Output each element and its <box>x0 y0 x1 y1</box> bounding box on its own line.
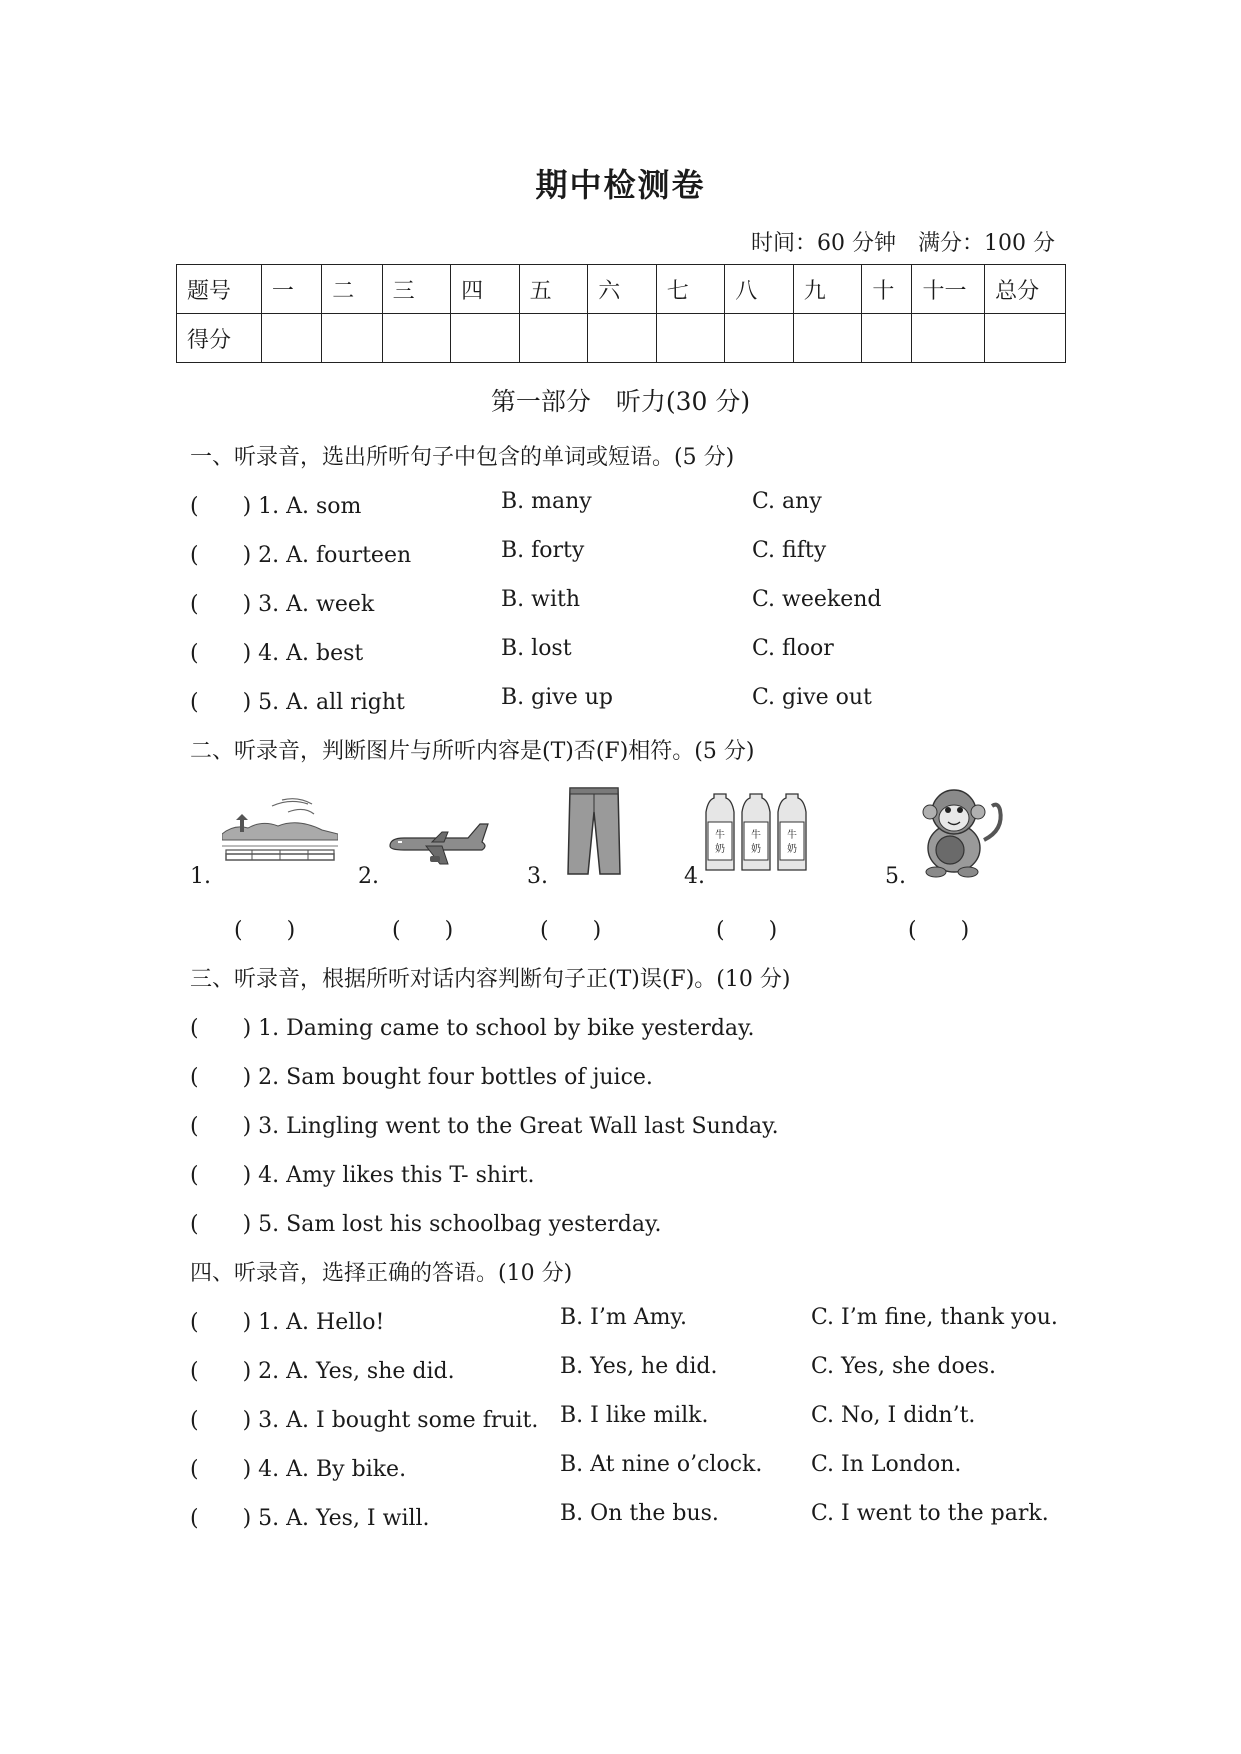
score-table <box>176 264 1066 363</box>
score-cell-header: 九 <box>793 265 862 314</box>
sec4-item-1-stem: ( ) 1. A. Hello! <box>190 1310 385 1335</box>
sec4-item-4-option-b: B. At nine o’clock. <box>560 1452 763 1477</box>
sec1-item-5-option-b: B. give up <box>501 685 613 710</box>
score-blank-cell <box>261 314 321 363</box>
sec4-heading: 四、听录音，选择正确的答语。(10 分) <box>190 1261 573 1286</box>
score-blank-cell <box>985 314 1066 363</box>
score-blank-cell <box>322 314 382 363</box>
part1-title: 第一部分 听力(30 分) <box>490 387 751 416</box>
time-and-score-info: 时间：60 分钟 满分：100 分 <box>751 231 1055 256</box>
sec4-item-4-option-c: C. In London. <box>811 1452 962 1477</box>
sec4-item-5-stem: ( ) 5. A. Yes, I will. <box>190 1506 430 1531</box>
sec4-item-3-option-c: C. No, I didn’t. <box>811 1403 976 1428</box>
sec2-label-2: 2. <box>358 864 379 889</box>
sec2-answer-blank-2[interactable]: ( ) <box>392 918 454 943</box>
sec1-item-2-stem: ( ) 2. A. fourteen <box>190 543 412 568</box>
bottle-label-3-char-2: 奶 <box>787 844 797 855</box>
sec1-item-4-option-c: C. floor <box>752 636 834 661</box>
score-blank-cell <box>382 314 451 363</box>
sec2-answer-blank-1[interactable]: ( ) <box>234 918 296 943</box>
sec4-item-3-option-b: B. I like milk. <box>560 1403 709 1428</box>
score-blank-cell <box>793 314 862 363</box>
score-row-label: 得分 <box>177 314 262 363</box>
sec3-item-4: ( ) 4. Amy likes this T- shirt. <box>190 1163 535 1188</box>
monkey-icon <box>910 784 1010 880</box>
sec4-item-5-option-c: C. I went to the park. <box>811 1501 1049 1526</box>
score-blank-cell <box>451 314 520 363</box>
score-cell-header: 一 <box>261 265 321 314</box>
bottle-label-1-char-1: 牛 <box>715 830 725 841</box>
score-blank-cell <box>656 314 725 363</box>
sec3-item-5: ( ) 5. Sam lost his schoolbag yesterday. <box>190 1212 662 1237</box>
sec1-item-4-option-b: B. lost <box>501 636 572 661</box>
sec1-heading: 一、听录音，选出所听句子中包含的单词或短语。(5 分) <box>190 445 735 470</box>
score-cell-header: 四 <box>451 265 520 314</box>
score-blank-cell <box>862 314 912 363</box>
score-cell-header: 题号 <box>177 265 262 314</box>
bottle-label-2-char-2: 奶 <box>751 844 761 855</box>
sec1-item-1-option-b: B. many <box>501 489 592 514</box>
score-table-score-row <box>177 314 1066 363</box>
sec4-item-2-option-c: C. Yes, she does. <box>811 1354 997 1379</box>
score-table-header-row <box>177 265 1066 314</box>
sec1-item-5-option-c: C. give out <box>752 685 872 710</box>
score-blank-cell <box>912 314 985 363</box>
sec4-item-2-option-b: B. Yes, he did. <box>560 1354 718 1379</box>
sec1-item-4-stem: ( ) 4. A. best <box>190 641 364 666</box>
sec1-item-5-stem: ( ) 5. A. all right <box>190 690 405 715</box>
score-cell-header: 十 <box>862 265 912 314</box>
sec2-label-1: 1. <box>190 864 211 889</box>
score-cell-header: 五 <box>519 265 588 314</box>
sec2-label-4: 4. <box>684 864 705 889</box>
bottle-label-2-char-1: 牛 <box>751 830 761 841</box>
sec4-item-4-stem: ( ) 4. A. By bike. <box>190 1457 407 1482</box>
bottle-label-1-char-2: 奶 <box>715 844 725 855</box>
sec1-item-1-stem: ( ) 1. A. som <box>190 494 362 519</box>
score-cell-header: 十一 <box>912 265 985 314</box>
milk-bottles-icon <box>700 792 812 874</box>
sec4-item-1-option-c: C. I’m fine, thank you. <box>811 1305 1058 1330</box>
bottle-label-3-char-1: 牛 <box>787 830 797 841</box>
sec4-item-3-stem: ( ) 3. A. I bought some fruit. <box>190 1408 539 1433</box>
sec1-item-3-option-b: B. with <box>501 587 581 612</box>
score-cell-header: 三 <box>382 265 451 314</box>
score-cell-header: 六 <box>588 265 657 314</box>
sec1-item-3-option-c: C. weekend <box>752 587 882 612</box>
sec4-item-1-option-b: B. I’m Amy. <box>560 1305 687 1330</box>
sec2-answer-blank-3[interactable]: ( ) <box>540 918 602 943</box>
score-blank-cell <box>519 314 588 363</box>
airplane-icon <box>386 816 492 872</box>
score-blank-cell <box>725 314 794 363</box>
sec4-item-5-option-b: B. On the bus. <box>560 1501 719 1526</box>
sec2-answer-blank-5[interactable]: ( ) <box>908 918 970 943</box>
page-title: 期中检测卷 <box>535 166 706 204</box>
sec3-item-1: ( ) 1. Daming came to school by bike yesterday. <box>190 1016 755 1041</box>
sec2-answer-blank-4[interactable]: ( ) <box>716 918 778 943</box>
sec1-item-2-option-c: C. fifty <box>752 538 827 563</box>
sec3-item-2: ( ) 2. Sam bought four bottles of juice. <box>190 1065 653 1090</box>
sec3-item-3: ( ) 3. Lingling went to the Great Wall last Sunday. <box>190 1114 779 1139</box>
sec1-item-1-option-c: C. any <box>752 489 822 514</box>
sec3-heading: 三、听录音，根据所听对话内容判断句子正(T)误(F)。(10 分) <box>190 967 791 992</box>
sec2-label-5: 5. <box>885 864 906 889</box>
sec4-item-2-stem: ( ) 2. A. Yes, she did. <box>190 1359 455 1384</box>
sec2-heading: 二、听录音，判断图片与所听内容是(T)否(F)相符。(5 分) <box>190 739 755 764</box>
sec1-item-3-stem: ( ) 3. A. week <box>190 592 375 617</box>
score-cell-header: 二 <box>322 265 382 314</box>
sec2-label-3: 3. <box>527 864 548 889</box>
score-cell-header: 总分 <box>985 265 1066 314</box>
sec1-item-2-option-b: B. forty <box>501 538 585 563</box>
landscape-icon <box>222 796 338 868</box>
score-cell-header: 七 <box>656 265 725 314</box>
score-blank-cell <box>588 314 657 363</box>
score-cell-header: 八 <box>725 265 794 314</box>
trousers-icon <box>562 784 626 876</box>
